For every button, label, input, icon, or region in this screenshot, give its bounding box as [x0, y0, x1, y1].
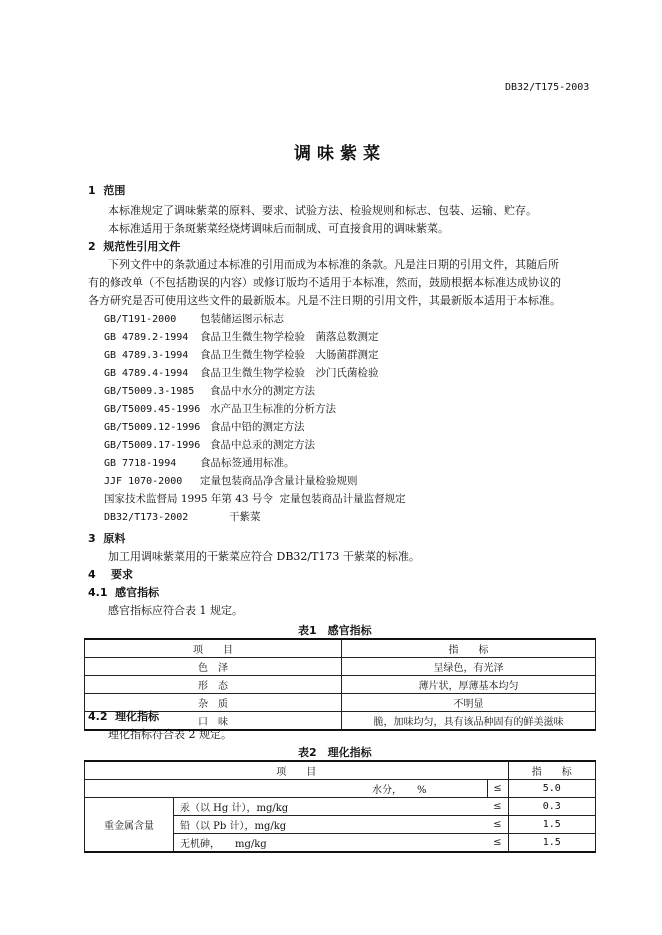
table-cell-operator: ≤: [487, 834, 508, 853]
section-title: 范围: [103, 184, 126, 197]
document-title: 调味紫菜: [294, 144, 386, 164]
reference-code: GB 7718-1994: [104, 458, 177, 469]
reference-item: [104, 473, 358, 488]
section-title: 理化指标: [115, 710, 160, 723]
reference-code: GB/T5009.12-1996: [104, 422, 201, 433]
table-header-cell: 指 标: [342, 639, 596, 658]
reference-code: GB 4789.2-1994: [104, 332, 189, 343]
reference-item: [104, 419, 305, 434]
paragraph: 本标准适用于条斑紫菜经烧烤调味后而制成、可直接食用的调味紫菜。: [108, 222, 449, 235]
table-cell-item: 色 泽: [85, 658, 342, 676]
table-cell-item: 口 味: [85, 712, 342, 731]
table-header-cell: 指 标: [508, 761, 595, 780]
table-cell-operator: ≤: [487, 780, 508, 798]
reference-item: [104, 437, 315, 452]
section-number: 1: [88, 184, 96, 197]
reference-name: 食品中水分的测定方法: [210, 385, 315, 397]
document-code: DB32/T175-2003: [505, 82, 590, 93]
section-title: 原料: [103, 532, 126, 545]
table-cell-value: 薄片状，厚薄基本均匀: [342, 676, 596, 694]
table-header-row: [85, 761, 596, 780]
table-cell-value: 5.0: [508, 780, 595, 798]
paragraph: 本标准规定了调味紫菜的原料、要求、试验方法、检验规则和标志、包装、运输、贮存。: [108, 204, 537, 217]
section-4-heading: [88, 566, 133, 582]
reference-code: GB 4789.3-1994: [104, 350, 189, 361]
section-2-heading: [88, 238, 180, 254]
section-4-2-heading: [88, 708, 159, 724]
table-cell-value: 1.5: [508, 816, 595, 834]
reference-name: 食品中总汞的测定方法: [210, 439, 315, 451]
table-header-cell: 项 目: [85, 761, 509, 780]
section-number: 3: [88, 532, 96, 545]
section-4-1-heading: [88, 584, 159, 600]
table-cell-item: 汞（以 Hg 计），mg/kg: [174, 798, 488, 816]
table-cell-operator: ≤: [487, 798, 508, 816]
reference-name: 包装储运图示标志: [200, 313, 284, 325]
table-header-row: [85, 639, 596, 658]
section-number: 4: [88, 568, 96, 581]
table-cell-value: 脆，加味均匀，具有该品种固有的鲜美滋味: [342, 712, 596, 731]
reference-code: GB 4789.4-1994: [104, 368, 189, 379]
table-row: [85, 694, 596, 712]
reference-code: GB/T5009.3-1985: [104, 386, 195, 397]
paragraph: 各方研究是否可使用这些文件的最新版本。凡是不注日期的引用文件，其最新版本适用于本标准。: [88, 294, 561, 307]
table-cell-value: 呈绿色，有光泽: [342, 658, 596, 676]
reference-name: 食品中铅的测定方法: [210, 421, 305, 433]
table-1-caption: 表1 感官指标: [298, 624, 372, 637]
section-title: 感官指标: [115, 586, 160, 599]
reference-name: 食品卫生微生物学检验 沙门氏菌检验: [200, 367, 379, 379]
reference-code: GB/T5009.17-1996: [104, 440, 201, 451]
table-1: [84, 638, 596, 731]
reference-item: [104, 365, 379, 380]
table-row: [85, 780, 596, 798]
table-cell-item: 无机砷， mg/kg: [174, 834, 488, 853]
reference-name: 食品卫生微生物学检验 菌落总数测定: [200, 331, 379, 343]
section-3-heading: [88, 530, 125, 546]
reference-item: [104, 329, 379, 344]
table-cell-item: 铅（以 Pb 计），mg/kg: [174, 816, 488, 834]
table-row: [85, 658, 596, 676]
reference-item: [104, 311, 284, 326]
paragraph: 感官指标应符合表 1 规定。: [108, 604, 243, 617]
reference-item: [104, 347, 379, 362]
reference-item: [104, 401, 336, 416]
table-row: [85, 676, 596, 694]
reference-code: JJF 1070-2000: [104, 476, 183, 487]
table-cell-value: 1.5: [508, 834, 595, 853]
reference-name: 食品卫生微生物学检验 大肠菌群测定: [200, 349, 379, 361]
table-cell-value: 0.3: [508, 798, 595, 816]
table-row: [85, 798, 596, 816]
table-cell-group: 重金属含量: [85, 798, 174, 853]
reference-code: 国家技术监督局 1995 年第 43 号令: [104, 493, 273, 505]
reference-name: 水产品卫生标准的分析方法: [210, 403, 336, 415]
section-number: 2: [88, 240, 96, 253]
reference-code: GB/T191-2000: [104, 314, 177, 325]
reference-name: 定量包装商品净含量计量检验规则: [200, 475, 358, 487]
section-1-heading: [88, 182, 125, 198]
section-title: 规范性引用文件: [103, 240, 181, 253]
reference-item: [104, 509, 261, 524]
reference-name: 干紫菜: [229, 511, 261, 523]
paragraph: 理化指标符合表 2 规定。: [108, 728, 232, 741]
reference-name: 定量包装商品计量监督规定: [279, 493, 406, 505]
table-cell-item: 杂 质: [85, 694, 342, 712]
table-header-cell: 项 目: [85, 639, 342, 658]
table-2-caption: 表2 理化指标: [298, 746, 372, 759]
reference-item: [104, 455, 295, 470]
table-cell-item: 水分， %: [85, 780, 488, 798]
paragraph: 加工用调味紫菜用的干紫菜应符合 DB32/T173 干紫菜的标准。: [108, 550, 420, 563]
paragraph: 有的修改单（不包括勘误的内容）或修订版均不适用于本标准，然而，鼓励根据本标准达成协议的: [88, 276, 561, 289]
section-number: 4.2: [88, 710, 108, 723]
table-cell-item: 形 态: [85, 676, 342, 694]
reference-name: 食品标签通用标准。: [200, 457, 295, 469]
reference-item: [104, 383, 315, 398]
table-cell-value: 不明显: [342, 694, 596, 712]
section-title: 要求: [110, 568, 133, 581]
paragraph: 下列文件中的条款通过本标准的引用而成为本标准的条款。凡是注日期的引用文件，其随后所: [108, 258, 559, 271]
reference-item: [104, 491, 406, 506]
reference-code: DB32/T173-2002: [104, 512, 189, 523]
table-cell-operator: ≤: [487, 816, 508, 834]
section-number: 4.1: [88, 586, 108, 599]
reference-code: GB/T5009.45-1996: [104, 404, 201, 415]
table-2: [84, 760, 596, 853]
